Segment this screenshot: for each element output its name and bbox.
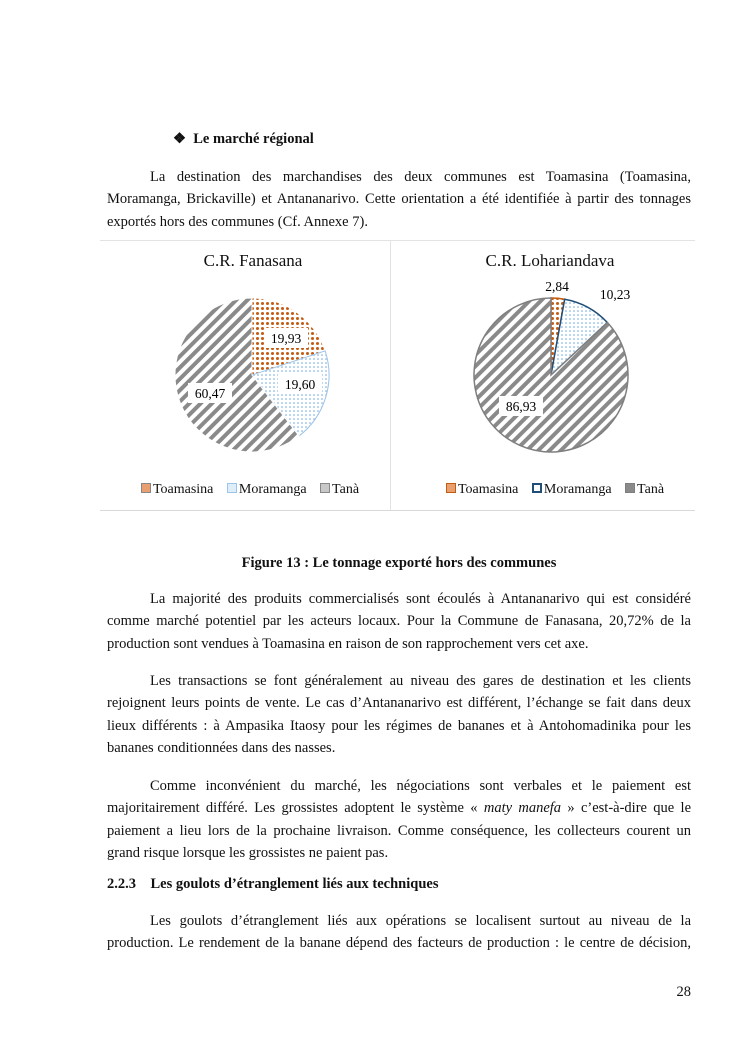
- data-label: 19,60: [284, 377, 316, 392]
- text-line: bananes conditionnées dans des nasses.: [107, 740, 336, 757]
- text-line: La destination des marchandises des deux communes est Toamasina (Toamasina,: [150, 169, 691, 185]
- data-label: 19,93: [270, 331, 302, 346]
- section-heading-text: Le marché régional: [193, 131, 314, 147]
- chart-title: C.R. Lohariandava: [485, 251, 615, 270]
- text-line: production sont vendues à Toamasina en raison de son rapprochement vers cet axe.: [107, 635, 589, 652]
- diamond-bullet-icon: ❖: [173, 131, 186, 147]
- text-line: grand risque lorsque les grossistes ne paient pas.: [107, 845, 389, 862]
- legend-label: Toamasina: [152, 482, 214, 497]
- text-line: comme marché potentiel par les acteurs locaux. Pour la Commune de Fanasana, 20,72% de la: [107, 613, 691, 630]
- text-line: Les transactions se font généralement au niveau des gares de destination et les clients: [150, 673, 691, 689]
- page-number: 28: [676, 984, 691, 1000]
- legend-swatch-moramanga: [227, 483, 237, 493]
- data-label: 10,23: [599, 287, 631, 302]
- text-line: production. Le rendement de la banane dépend des facteurs de production : le centre de décision,: [107, 935, 691, 952]
- text-line: rejoignent leurs points de vente. Le cas d’Antananarivo est différent, l’échange se fait dans deux: [107, 695, 691, 712]
- legend-swatch-moramanga: [532, 483, 542, 493]
- legend-label: Tanà: [332, 482, 360, 497]
- subsection-heading: [107, 873, 691, 895]
- legend-lohariandava: [405, 482, 695, 498]
- text-line: Moramanga, Brickaville) et Antananarivo. Cette orientation a été identifiée à partir des tonnages: [107, 191, 691, 208]
- text-run: majoritairement différé. Les grossistes adoptent le système «: [107, 800, 478, 817]
- section-heading: [173, 128, 473, 150]
- pie-lohariandava: [474, 279, 630, 452]
- data-label: 2,84: [545, 279, 569, 294]
- data-label: 86,93: [505, 399, 537, 414]
- text-line: exportés hors des communes (Cf. Annexe 7).: [107, 213, 368, 230]
- legend-swatch-toamasina: [141, 483, 151, 493]
- legend-label: Toamasina: [457, 482, 519, 497]
- text-run: » c’est-à-dire que le: [567, 800, 692, 817]
- text-line: paiement a lieu lors de la prochaine livraison. Comme conséquence, les collecteurs courent un: [107, 822, 691, 839]
- legend-swatch-tana: [625, 483, 635, 493]
- chart-title: C.R. Fanasana: [203, 251, 303, 270]
- paragraph-4: [107, 775, 691, 865]
- paragraph-1: [107, 166, 691, 233]
- paragraph-2: [107, 588, 691, 655]
- text-line: [107, 797, 691, 819]
- subsection-title: Les goulots d’étranglement liés aux techniques: [150, 876, 439, 892]
- text-line: Les goulots d’étranglement liés aux opérations se localisent surtout au niveau de la: [150, 913, 691, 929]
- italic-term: maty manefa: [483, 800, 562, 817]
- data-label: 60,47: [194, 386, 226, 401]
- text-line: La majorité des produits commercialisés sont écoulés à Antananarivo qui est considéré: [150, 591, 691, 607]
- figure-charts: [100, 240, 695, 511]
- pie-fanasana: [175, 298, 329, 452]
- legend-label: Tanà: [637, 482, 665, 497]
- text-line: Comme inconvénient du marché, les négociations sont verbales et le paiement est: [150, 778, 691, 794]
- figure-caption: Figure 13 : Le tonnage exporté hors des communes: [241, 555, 557, 571]
- subsection-number: 2.2.3: [107, 876, 136, 892]
- pie-charts-svg: [100, 241, 695, 510]
- legend-fanasana: [100, 482, 390, 498]
- legend-label: Moramanga: [543, 482, 612, 497]
- paragraph-5: [107, 910, 691, 955]
- text-line: lieux différents : à Ampasika Itaosy pour les régimes de bananes et à Antohomadinika pour les: [107, 717, 691, 734]
- legend-swatch-tana: [320, 483, 330, 493]
- paragraph-3: [107, 670, 691, 760]
- legend-label: Moramanga: [238, 482, 307, 497]
- legend-swatch-toamasina: [446, 483, 456, 493]
